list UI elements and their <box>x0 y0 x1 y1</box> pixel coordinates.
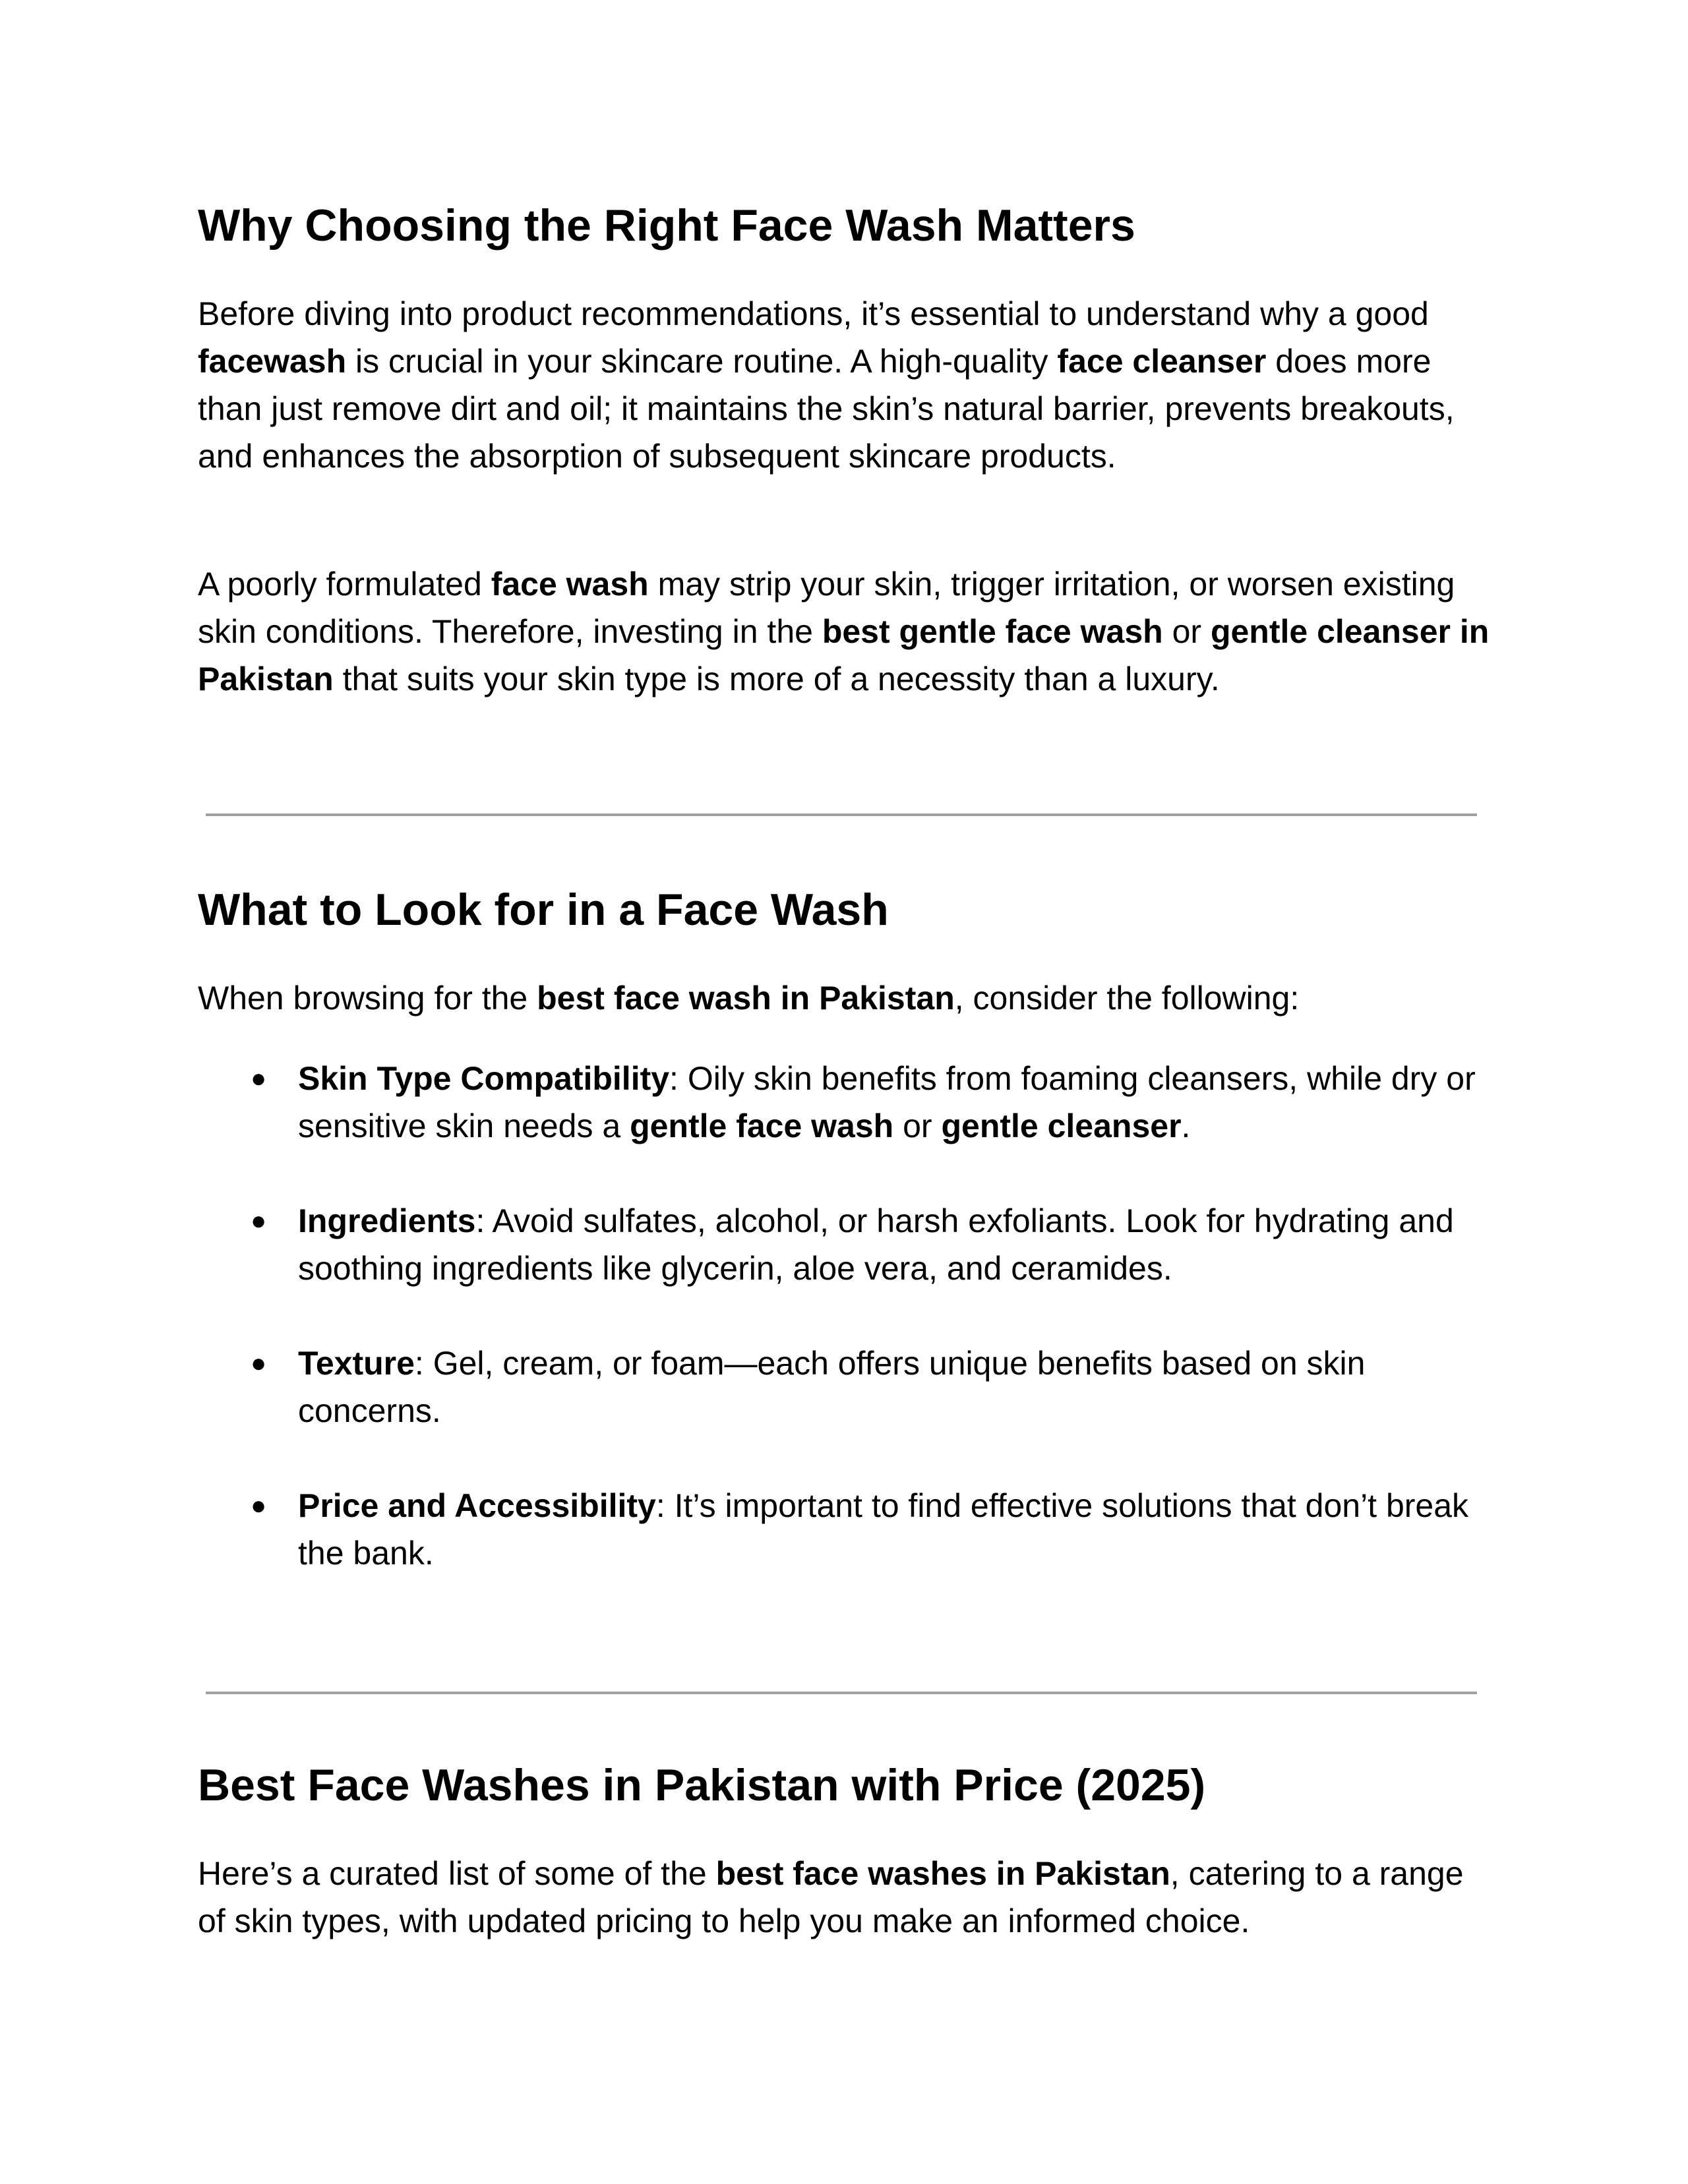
paragraph-poorly-formulated: A poorly formulated face wash may strip your skin, trigger irritation, or worsen existing skin conditions. Therefore, investing in the best gentle face wash or gentle cleanser in Pakistan that suits your skin type is more of a necessity than a luxury. <box>198 566 1490 697</box>
list-item-price: ● Price and Accessibility: It’s important to find effective solutions that don’t break the bank. <box>198 1482 1490 1577</box>
section-heading-why-choosing: Why Choosing the Right Face Wash Matters <box>198 200 1135 251</box>
paragraph-curated-list-intro: Here’s a curated list of some of the best face washes in Pakistan, catering to a range of skin types, with updated pricing to help you make an informed choice. <box>198 1855 1464 1939</box>
bullet-icon: ● <box>251 1491 267 1520</box>
list-item-texture: ● Texture: Gel, cream, or foam—each offers unique benefits based on skin concerns. <box>198 1340 1490 1434</box>
section-divider <box>206 1692 1477 1694</box>
bullet-icon: ● <box>251 1206 267 1235</box>
list-item-skin-type: ● Skin Type Compatibility: Oily skin benefits from foaming cleansers, while dry or sensitive skin needs a gentle face wash or gentle cleanser. <box>198 1055 1490 1150</box>
section-heading-what-to-look-for: What to Look for in a Face Wash <box>198 885 889 935</box>
criteria-list <box>198 1055 1490 1624</box>
bullet-icon: ● <box>251 1349 267 1378</box>
list-item-ingredients: ● Ingredients: Avoid sulfates, alcohol, or harsh exfoliants. Look for hydrating and soothing ingredients like glycerin, aloe vera, and ceramides. <box>198 1197 1490 1292</box>
section-divider <box>206 813 1477 816</box>
paragraph-why-good-facewash: Before diving into product recommendations, it’s essential to understand why a good facewash is crucial in your skincare routine. A high-quality face cleanser does more than just remove dirt and oil; it maintains the skin’s natural barrier, prevents breakouts, and enhances the absorption of subsequent skincare products. <box>198 295 1455 475</box>
paragraph-browsing-intro: When browsing for the best face wash in Pakistan, consider the following: <box>198 980 1300 1017</box>
section-heading-best-face-washes: Best Face Washes in Pakistan with Price (2025) <box>198 1760 1206 1810</box>
bullet-icon: ● <box>251 1064 267 1093</box>
